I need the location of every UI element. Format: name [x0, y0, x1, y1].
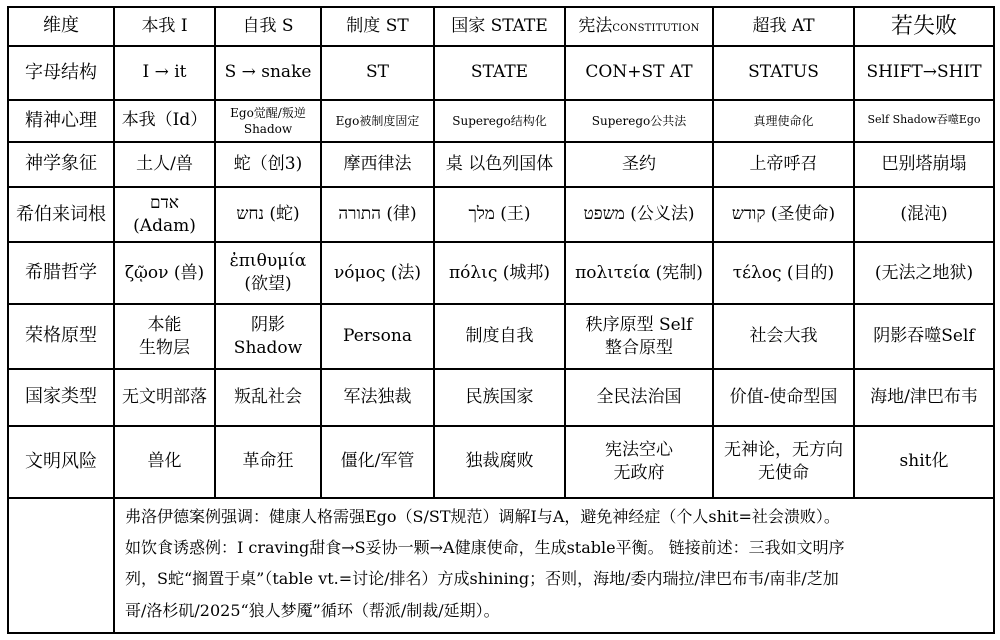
cell-line: 无使命 [758, 462, 809, 483]
note-row [8, 498, 994, 633]
header-constitution-label: 宪法 [578, 16, 613, 37]
table-cell: 兽化 [114, 426, 215, 498]
table-cell: 叛乱社会 [215, 369, 321, 425]
row-label: 神学象征 [8, 142, 114, 187]
cell-line: 无神论，无方向 [724, 439, 843, 460]
table-cell: πολιτεία (宪制) [565, 242, 713, 303]
row-label: 希伯来词根 [8, 187, 114, 242]
table-row [8, 142, 994, 187]
cell-line: Ego觉醒/叛逆 [230, 105, 306, 120]
cell-line: 秩序原型 Self [585, 314, 693, 335]
header-institution: 制度 ST [321, 7, 434, 46]
table-row [8, 426, 994, 498]
table-cell [565, 426, 713, 498]
table-row [8, 369, 994, 425]
note-line: 弗洛伊德案例强调：健康人格需强Ego（S/ST规范）调解I与A，避免神经症（个人shit=社会溃败）。 [125, 507, 840, 527]
cell-line: Shadow [243, 121, 293, 136]
row-label: 文明风险 [8, 426, 114, 498]
table-row [8, 187, 994, 242]
table-cell: התורה (律) [321, 187, 434, 242]
note-line: 列，S蛇“搁置于桌”（table vt.=讨论/排名）方成shining；否则，海地/委内瑞拉/津巴布韦/南非/芝加 [125, 569, 839, 589]
header-dimension: 维度 [8, 7, 114, 46]
table-cell: 阴影吞噬Self [854, 304, 994, 369]
row-label: 字母结构 [8, 46, 114, 99]
table-cell: 摩西律法 [321, 142, 434, 187]
header-constitution [565, 7, 713, 46]
table-cell: 圣约 [565, 142, 713, 187]
header-ego: 自我 S [215, 7, 321, 46]
table-cell: 制度自我 [434, 304, 565, 369]
table-cell: נחש (蛇) [215, 187, 321, 242]
row-label: 国家类型 [8, 369, 114, 425]
table-cell: 土人/兽 [114, 142, 215, 187]
table-row [8, 46, 994, 99]
table-cell: ζῷον (兽) [114, 242, 215, 303]
cell-line: 生物层 [139, 337, 190, 358]
table-cell: 僵化/军管 [321, 426, 434, 498]
table-cell: קודש (圣使命) [713, 187, 854, 242]
table-cell: shit化 [854, 426, 994, 498]
table-cell: 价值-使命型国 [713, 369, 854, 425]
table-cell: I → it [114, 46, 215, 99]
table-cell: 民族国家 [434, 369, 565, 425]
table-cell: מלך (王) [434, 187, 565, 242]
header-id: 本我 I [114, 7, 215, 46]
header-state: 国家 STATE [434, 7, 565, 46]
table-cell: 军法独裁 [321, 369, 434, 425]
table-cell: 桌 以色列国体 [434, 142, 565, 187]
header-failure: 若失败 [854, 7, 994, 46]
table-cell: 真理使命化 [713, 100, 854, 142]
table-cell: STATE [434, 46, 565, 99]
cell-line: (欲望) [244, 274, 292, 295]
table-cell [114, 304, 215, 369]
table-cell: Superego结构化 [434, 100, 565, 142]
table-cell [114, 187, 215, 242]
note-blank-cell [8, 498, 114, 633]
note-line: 如饮食诱惑例：I craving甜食→S妥协一颗→A健康使命，生成stable平衡。 链接前述：三我如文明序 [125, 538, 845, 558]
row-label: 精神心理 [8, 100, 114, 142]
cell-line: 宪法空心 [605, 439, 673, 460]
table-cell: Persona [321, 304, 434, 369]
row-label: 希腊哲学 [8, 242, 114, 303]
table-row [8, 242, 994, 303]
table-cell: 无文明部落 [114, 369, 215, 425]
cell-line: ἐπιθυμία [229, 251, 307, 272]
table-cell [713, 426, 854, 498]
cell-line: (Adam) [133, 215, 196, 236]
row-label: 荣格原型 [8, 304, 114, 369]
table-cell: 海地/津巴布韦 [854, 369, 994, 425]
table-cell: Self Shadow吞噬Ego [854, 100, 994, 142]
table-row [8, 100, 994, 142]
table-cell [565, 304, 713, 369]
header-superego: 超我 AT [713, 7, 854, 46]
table-cell: SHIFT→SHIT [854, 46, 994, 99]
table-cell: STATUS [713, 46, 854, 99]
table-cell: τέλος (目的) [713, 242, 854, 303]
table-cell: 革命狂 [215, 426, 321, 498]
table-cell: 阴影Shadow [215, 304, 321, 369]
note-line: 哥/洛杉矶/2025“狼人梦魇”循环（帮派/制裁/延期）。 [125, 600, 500, 620]
header-constitution-smallcaps: CONSTITUTION [612, 23, 700, 35]
cell-line: 本能 [147, 314, 182, 335]
cell-line: 整合原型 [605, 337, 673, 358]
header-row [8, 7, 994, 46]
table-cell: 独裁腐败 [434, 426, 565, 498]
table-cell [215, 100, 321, 142]
table-cell: 本我（Id） [114, 100, 215, 142]
cell-line: 无政府 [613, 462, 665, 483]
comparison-table [7, 6, 995, 634]
table-cell: 社会大我 [713, 304, 854, 369]
table-cell: 蛇（创3) [215, 142, 321, 187]
table-cell: משפט (公义法) [565, 187, 713, 242]
table-row [8, 304, 994, 369]
table-cell: Superego公共法 [565, 100, 713, 142]
note-cell [114, 498, 994, 633]
table-cell [215, 242, 321, 303]
table-cell: ST [321, 46, 434, 99]
table-cell: 巴别塔崩塌 [854, 142, 994, 187]
table-cell: 全民法治国 [565, 369, 713, 425]
table-cell: S → snake [215, 46, 321, 99]
table-cell: νόμος (法) [321, 242, 434, 303]
table-cell: (无法之地狱) [854, 242, 994, 303]
table-cell: (混沌) [854, 187, 994, 242]
table-cell: 上帝呼召 [713, 142, 854, 187]
table-cell: CON+ST AT [565, 46, 713, 99]
cell-line: אדם [150, 192, 179, 213]
table-cell: πόλις (城邦) [434, 242, 565, 303]
table-cell: Ego被制度固定 [321, 100, 434, 142]
